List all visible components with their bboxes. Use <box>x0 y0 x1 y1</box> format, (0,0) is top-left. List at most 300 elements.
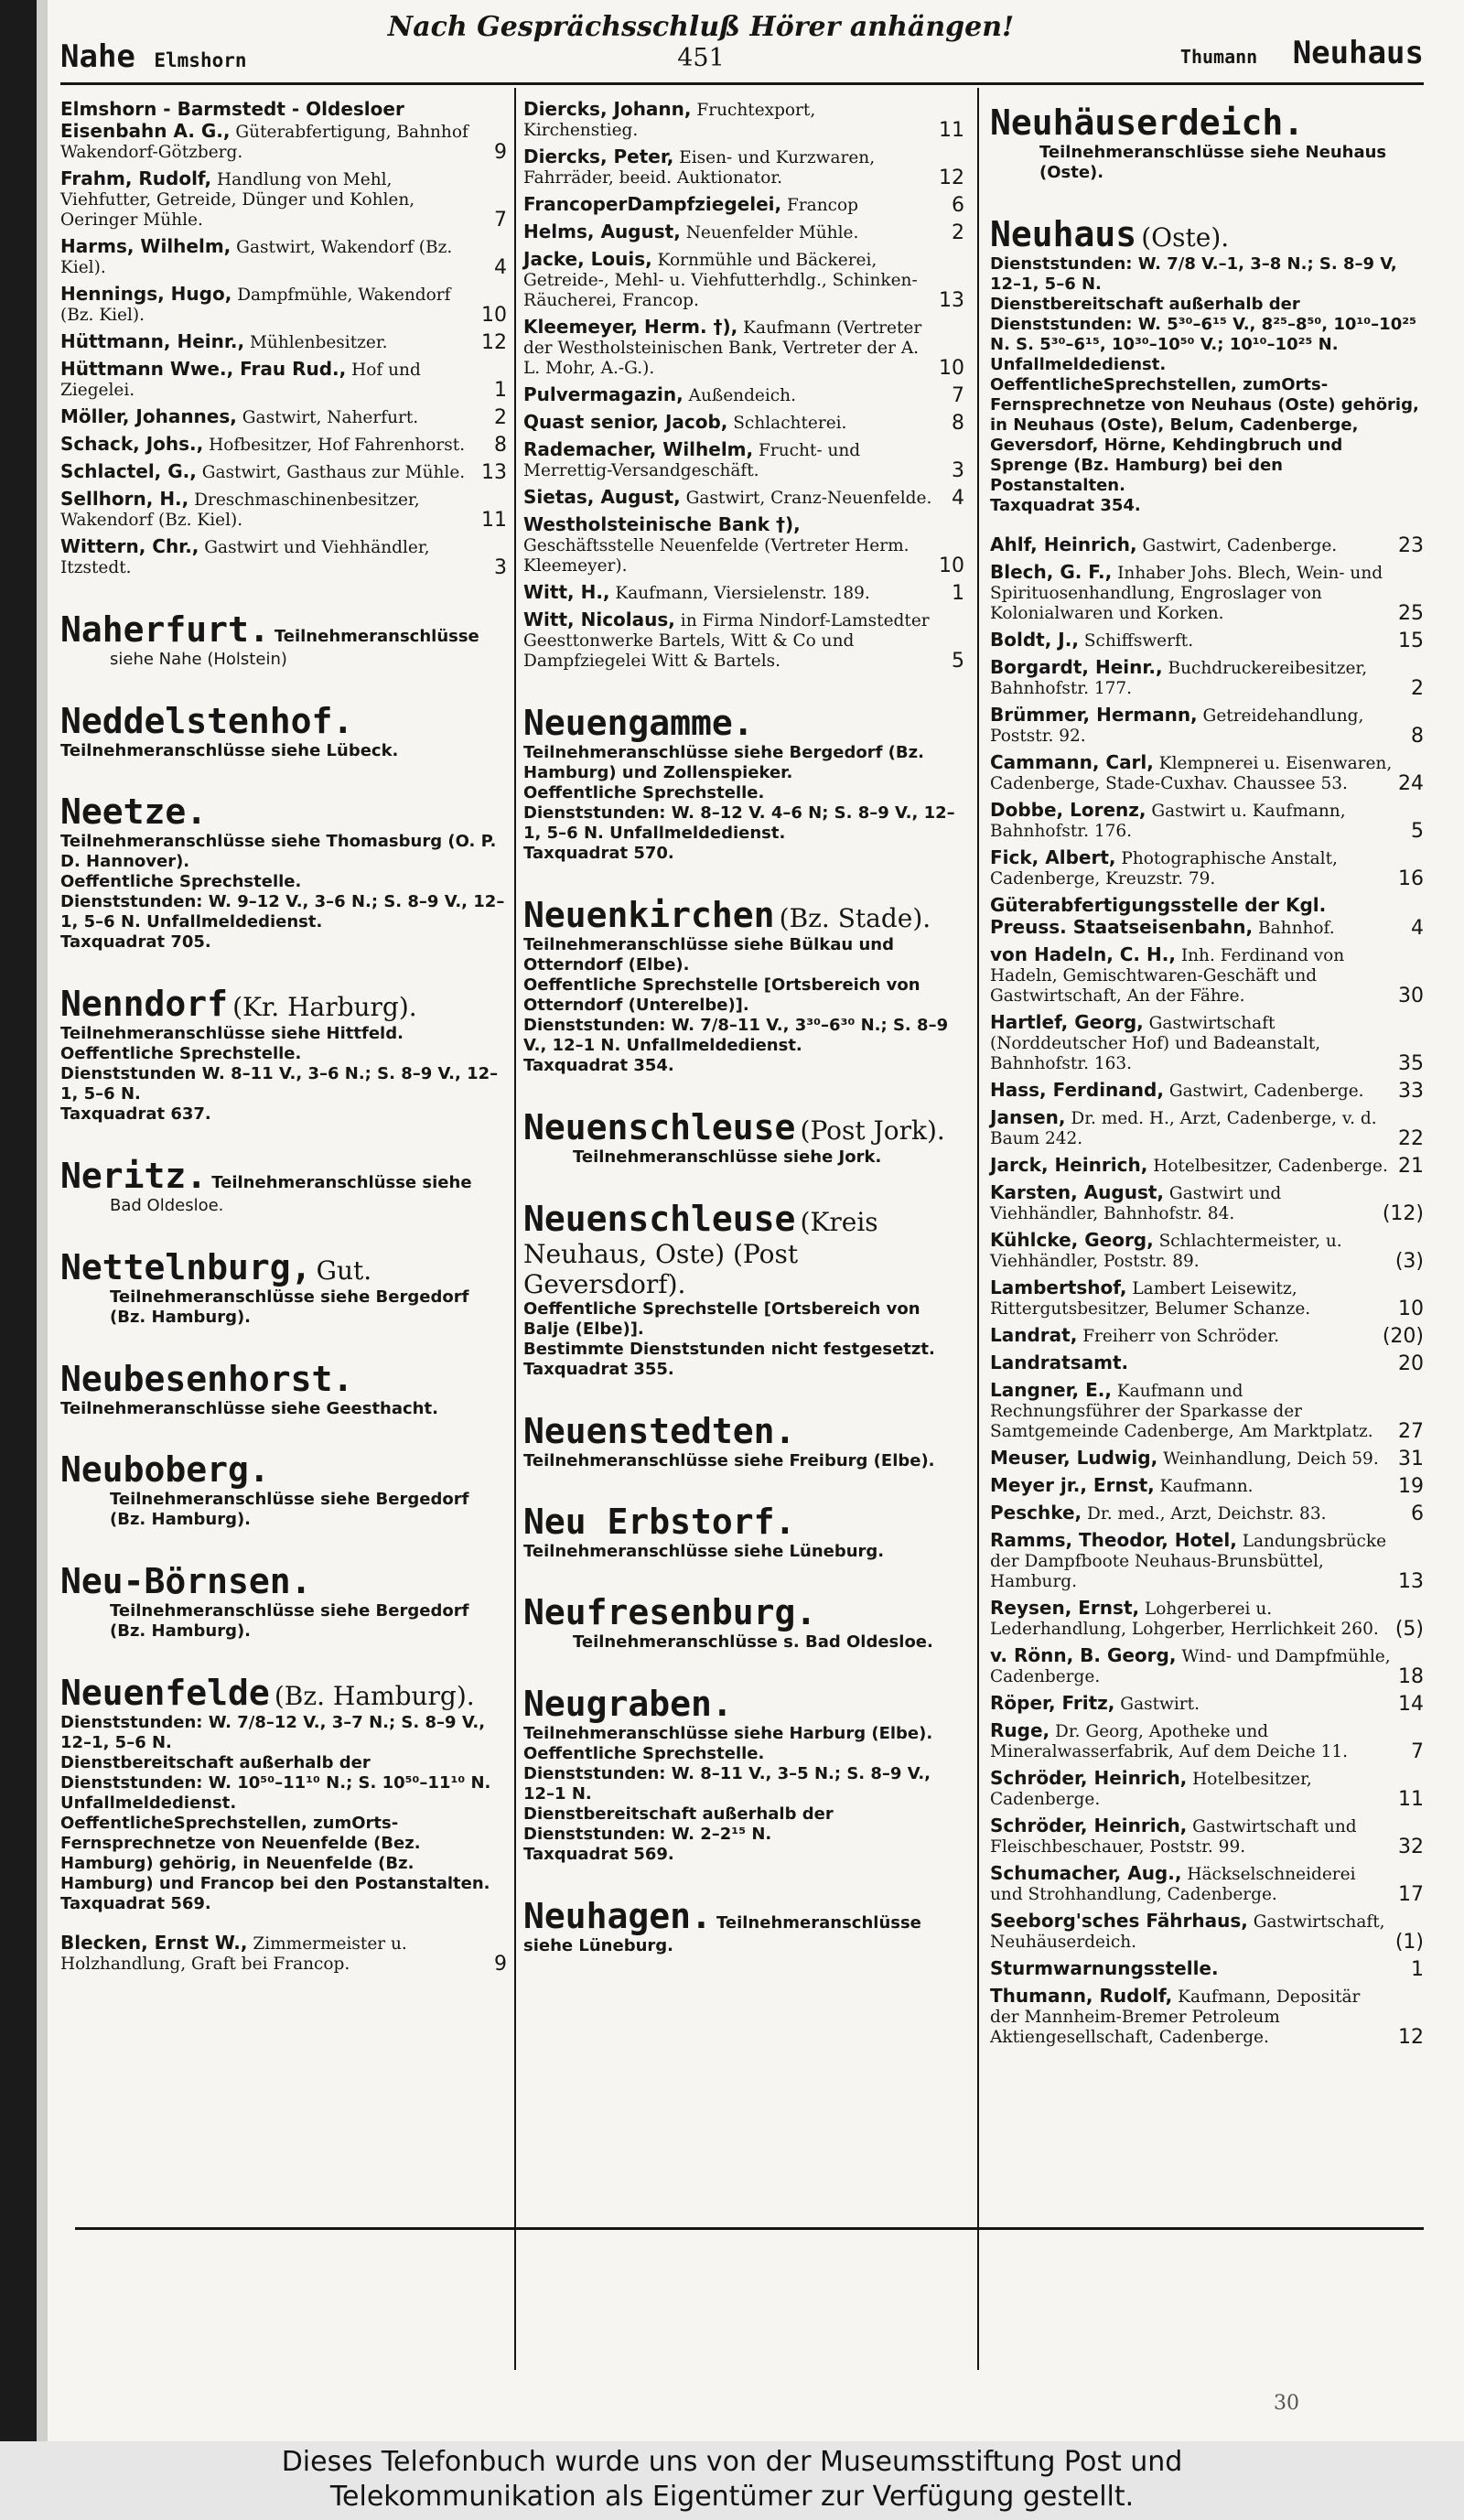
place-section <box>523 895 964 1076</box>
column-2-entries <box>523 99 964 672</box>
listing-entry <box>990 1012 1424 1074</box>
listing-entry <box>990 1080 1424 1102</box>
listing-name: Quast senior, Jacob, <box>523 411 728 433</box>
listing-phone-number: 8 <box>494 434 507 457</box>
listing-name: Hüttmann, Heinr., <box>60 330 245 352</box>
place-name: Neu-Börnsen. <box>60 1561 312 1601</box>
listing-details: Gastwirtschaft und Fleischbeschauer, Poststr. 99. <box>990 1817 1357 1857</box>
listing-phone-number: (3) <box>1394 1250 1424 1273</box>
place-section <box>60 792 507 953</box>
place-section <box>523 1411 964 1470</box>
listing-entry <box>60 331 507 353</box>
listing-details: Gastwirt und Viehhändler, Itzstedt. <box>60 538 430 577</box>
listing-details: Buchdruckereibesitzer, Bahnhofstr. 177. <box>990 659 1368 698</box>
listing-entry <box>990 534 1424 556</box>
section-line: Taxquadrat 705. <box>60 932 211 952</box>
listing-phone-number: (1) <box>1394 1931 1424 1954</box>
place-heading <box>60 984 507 1024</box>
listing-name: Reysen, Ernst, <box>990 1597 1140 1619</box>
section-line: Taxquadrat 637. <box>60 1104 211 1124</box>
listing-details: Kaufmann. <box>1159 1477 1254 1496</box>
listing-name: Thumann, Rudolf, <box>990 1985 1173 2007</box>
listing-entry <box>990 1768 1424 1810</box>
listing-entry <box>990 800 1424 842</box>
listing-details: Gastwirt, Cadenberge. <box>1168 1082 1364 1101</box>
listing-details: Inh. Ferdinand von Hadeln, Gemischtwaren-Geschäft und Gastwirtschaft, An der Fähre. <box>990 946 1345 1006</box>
listing-phone-number: 21 <box>1398 1155 1424 1178</box>
listing-name: Sietas, August, <box>523 486 681 508</box>
column-3 <box>990 99 1424 2053</box>
listing-details: Lambert Leisewitz, Rittergutsbesitzer, Belumer Schanze. <box>990 1279 1311 1319</box>
place-heading <box>523 1684 964 1724</box>
listing-phone-number: 4 <box>1411 917 1424 940</box>
place-heading <box>523 1502 964 1561</box>
place-heading <box>60 1673 507 1713</box>
listing-name: Karsten, August, <box>990 1181 1165 1203</box>
listing-phone-number: 12 <box>481 331 507 354</box>
listing-entry <box>523 249 964 311</box>
listing-phone-number: 20 <box>1398 1352 1424 1375</box>
listing-phone-number: 4 <box>494 256 507 279</box>
listing-phone-number: 25 <box>1398 602 1424 625</box>
place-name: Neuenstedten. <box>523 1411 796 1451</box>
listing-entry <box>60 434 507 456</box>
listing-phone-number: (12) <box>1382 1202 1424 1225</box>
place-heading <box>523 703 964 743</box>
listing-entry <box>990 1911 1424 1953</box>
listing-phone-number: 30 <box>1398 985 1424 1007</box>
listing-phone-number: 27 <box>1398 1420 1424 1443</box>
listing-details: Hotelbesitzer, Cadenberge. <box>1153 1157 1388 1176</box>
listing-entry <box>990 1502 1424 1524</box>
place-name: Neuboberg. <box>60 1449 270 1490</box>
place-reference: Teilnehmeranschlüsse <box>274 627 479 646</box>
place-section <box>523 1107 964 1168</box>
place-heading <box>990 102 1424 143</box>
listing-details: Hotelbesitzer, Cadenberge. <box>990 1770 1312 1809</box>
header-left-main: Nahe <box>60 38 135 75</box>
listing-entry <box>990 1107 1424 1149</box>
listing-name: Ahlf, Heinrich, <box>990 533 1137 555</box>
section-line: Dienststunden: W. 7/8–12 V., 3–7 N.; S. 8–9 V., 12–1, 5–6 N. <box>60 1713 486 1752</box>
header-rule <box>60 82 1424 85</box>
section-line: Bestimmte Dienststunden nicht festgesetzt. <box>523 1340 935 1359</box>
footer-notice <box>0 2445 1464 2515</box>
section-line: Oeffentliche Sprechstelle [Ortsbereich von Otterndorf (Unterelbe)]. <box>523 975 920 1015</box>
listing-details: Außendeich. <box>688 386 796 405</box>
place-name: Neuhaus <box>990 214 1137 254</box>
listing-details: Kaufmann, Viersielenstr. 189. <box>615 584 870 603</box>
listing-entry <box>523 384 964 406</box>
place-heading <box>60 792 507 832</box>
listing-name: Dobbe, Lorenz, <box>990 799 1146 821</box>
place-qualifier: (Kr. Harburg). <box>232 992 417 1022</box>
listing-name: Blecken, Ernst W., <box>60 1932 248 1954</box>
listing-phone-number: 4 <box>952 487 964 510</box>
section-line: Dienststunden: W. 9–12 V., 3–6 N.; S. 8–9 V., 12–1, 5–6 N. Unfallmeldedienst. <box>60 892 505 932</box>
place-name: Neugraben. <box>523 1684 733 1724</box>
listing-details: Weinhandlung, Deich 59. <box>1163 1449 1379 1469</box>
section-line: Unfallmeldedienst. <box>60 1793 237 1813</box>
listing-name: Sturmwarnungsstelle. <box>990 1957 1219 1979</box>
place-reference: Teilnehmeranschlüsse siehe Freiburg (Elbe). <box>523 1451 935 1470</box>
listing-phone-number: 9 <box>494 141 507 164</box>
listing-details: Gastwirt, Cadenberge. <box>1142 536 1338 555</box>
section-line: Dienstbereitschaft außerhalb der Dienststunden: W. 10⁵⁰–11¹⁰ N.; S. 10⁵⁰–11¹⁰ N. <box>60 1753 491 1793</box>
listing-phone-number: 15 <box>1398 630 1424 652</box>
place-section <box>523 1896 964 1955</box>
listing-phone-number: 33 <box>1398 1080 1424 1103</box>
listing-details: Gastwirt. <box>1120 1695 1200 1714</box>
section-line: Teilnehmeranschlüsse siehe Bergedorf (Bz. Hamburg). <box>110 1601 469 1641</box>
listing-name: Witt, Nicolaus, <box>523 608 675 630</box>
place-name: Nettelnburg, <box>60 1247 312 1287</box>
listing-name: Schröder, Heinrich, <box>990 1767 1188 1789</box>
listing-phone-number: 11 <box>481 509 507 532</box>
listing-name: Witt, H., <box>523 581 610 603</box>
section-line: Oeffentliche Sprechstelle [Ortsbereich von Balje (Elbe)]. <box>523 1299 920 1339</box>
listing-name: Rademacher, Wilhelm, <box>523 438 754 460</box>
listing-name: Hartlef, Georg, <box>990 1011 1144 1033</box>
listing-entry <box>523 514 964 576</box>
listing-entry <box>60 461 507 483</box>
place-reference: Teilnehmeranschlüsse siehe Lüneburg. <box>523 1542 885 1561</box>
listing-entry <box>523 412 964 434</box>
listing-phone-number: 12 <box>939 167 964 189</box>
section-line: Taxquadrat 355. <box>523 1360 674 1379</box>
place-name: Neuengamme. <box>523 703 754 743</box>
listing-phone-number: 14 <box>1398 1693 1424 1716</box>
listing-entry <box>990 1863 1424 1905</box>
place-reference: Teilnehmeranschlüsse siehe <box>211 1173 472 1192</box>
listing-name: Jarck, Heinrich, <box>990 1154 1148 1176</box>
listing-details: Francop <box>786 196 858 215</box>
place-name: Neuenschleuse <box>523 1107 796 1147</box>
listing-details: Gastwirt, Cranz-Neuenfelde. <box>685 489 932 508</box>
column-divider-1 <box>514 88 516 2370</box>
listing-name: Diercks, Peter, <box>523 145 674 167</box>
listing-name: Blech, G. F., <box>990 561 1113 583</box>
section-line: Teilnehmeranschlüsse siehe Thomasburg (O. P. D. Hannover). <box>60 832 497 871</box>
listing-phone-number: 17 <box>1398 1883 1424 1906</box>
listing-entry <box>990 1530 1424 1592</box>
listing-entry <box>60 489 507 531</box>
place-section <box>60 1561 507 1642</box>
footer-line-1: Dieses Telefonbuch wurde uns von der Museumsstiftung Post und <box>281 2446 1183 2478</box>
listing-entry <box>60 284 507 326</box>
section-line: siehe Nahe (Holstein) <box>110 650 287 669</box>
listing-entry <box>990 1693 1424 1715</box>
place-section <box>523 1592 964 1653</box>
place-reference: Teilnehmeranschlüsse siehe Geesthacht. <box>60 1399 438 1418</box>
listing-entry <box>60 236 507 278</box>
listing-details: Frucht- und Merrettig-Versandgeschäft. <box>523 441 861 480</box>
place-heading <box>60 1156 507 1196</box>
listing-details: Wind- und Dampfmühle, Cadenberge. <box>990 1647 1391 1686</box>
listing-entry <box>990 1645 1424 1687</box>
section-line: Taxquadrat 354. <box>523 1056 674 1075</box>
section-line: Teilnehmeranschlüsse siehe Bergedorf (Bz. Hamburg) und Zollenspieker. <box>523 743 924 782</box>
section-line: Dienstbereitschaft außerhalb der Dienststunden: W. 5³⁰–6¹⁵ V., 8²⁵–8⁵⁰, 10¹⁰–10²⁵ N. S. 5³⁰–6¹⁵, 10³⁰–10⁵⁰ V.; 10¹⁰–10²⁵ N. <box>990 295 1416 354</box>
listing-name: Hüttmann Wwe., Frau Rud., <box>60 358 347 380</box>
listing-entry <box>990 752 1424 794</box>
listing-phone-number: 3 <box>952 459 964 482</box>
listing-entry <box>990 1815 1424 1858</box>
listing-name: Jansen, <box>990 1106 1066 1128</box>
page-gutter <box>37 0 48 2441</box>
listing-entry <box>990 1155 1424 1177</box>
listing-phone-number: 1 <box>494 379 507 402</box>
place-section <box>60 1449 507 1530</box>
place-heading <box>60 1449 507 1490</box>
listing-details: Dr. med. H., Arzt, Cadenberge, v. d. Baum 242. <box>990 1109 1377 1148</box>
section-line: Teilnehmeranschlüsse siehe Bülkau und Otterndorf (Elbe). <box>523 935 894 975</box>
listing-details: Kaufmann und Rechnungsführer der Sparkasse der Samtgemeinde Cadenberge, Am Marktplatz. <box>990 1382 1373 1441</box>
listing-phone-number: 6 <box>1411 1502 1424 1525</box>
section-line: Teilnehmeranschlüsse siehe Bergedorf (Bz. Hamburg). <box>110 1490 469 1529</box>
place-name: Nenndorf <box>60 984 229 1024</box>
listing-phone-number: 13 <box>939 289 964 312</box>
listing-phone-number: 13 <box>481 461 507 484</box>
listing-phone-number: 6 <box>952 194 964 217</box>
listing-entry <box>60 406 507 428</box>
listing-name: Sellhorn, H., <box>60 488 189 510</box>
page-corner-mark: 30 <box>1274 2392 1299 2415</box>
place-qualifier: (Bz. Hamburg). <box>274 1681 475 1711</box>
place-section <box>60 609 507 670</box>
listing-entry <box>990 1230 1424 1272</box>
listing-name: Schack, Johs., <box>60 433 204 455</box>
listing-entry <box>990 1475 1424 1497</box>
place-heading <box>523 895 964 935</box>
place-section <box>523 1199 964 1380</box>
listing-details: Landungsbrücke der Dampfboote Neuhaus-Brunsbüttel, Hamburg. <box>990 1532 1387 1591</box>
place-heading <box>60 701 507 760</box>
listing-phone-number: 7 <box>952 384 964 407</box>
listing-details: Mühlenbesitzer. <box>249 333 388 352</box>
header-right-main: Neuhaus <box>1292 35 1424 71</box>
place-section <box>60 1247 507 1328</box>
listing-entry <box>523 487 964 509</box>
listing-details: Dr. Georg, Apotheke und Mineralwasserfabrik, Auf dem Deiche 11. <box>990 1722 1349 1761</box>
listing-entry <box>990 1325 1424 1347</box>
listing-entry <box>990 1598 1424 1640</box>
header-right <box>1180 35 1424 71</box>
listing-name: Röper, Fritz, <box>990 1692 1115 1714</box>
listing-name: Peschke, <box>990 1502 1082 1524</box>
listing-details: Gastwirt, Naherfurt. <box>242 408 419 427</box>
section-line: Teilnehmeranschlüsse siehe Neuhaus (Oste). <box>1039 143 1387 182</box>
place-heading <box>523 1199 964 1299</box>
listing-name: Schröder, Heinrich, <box>990 1815 1188 1836</box>
listing-name: Helms, August, <box>523 221 681 242</box>
listing-phone-number: 18 <box>1398 1665 1424 1688</box>
listing-name: v. Rönn, B. Georg, <box>990 1644 1177 1666</box>
listing-phone-number: 2 <box>494 406 507 429</box>
listing-phone-number: 35 <box>1398 1052 1424 1075</box>
header-left <box>60 38 247 75</box>
listing-phone-number: 23 <box>1398 534 1424 557</box>
listing-phone-number: 12 <box>1398 2026 1424 2049</box>
listing-entry <box>990 1277 1424 1319</box>
listing-name: Seeborg'sches Fährhaus, <box>990 1910 1248 1932</box>
listing-phone-number: 1 <box>1411 1958 1424 1981</box>
listing-name: Brümmer, Hermann, <box>990 704 1198 726</box>
place-section <box>523 1502 964 1561</box>
place-section <box>60 1359 507 1418</box>
listing-phone-number: 5 <box>952 650 964 673</box>
place-heading <box>523 1896 964 1955</box>
section-line: Teilnehmeranschlüsse siehe Bergedorf (Bz. Hamburg). <box>110 1287 469 1327</box>
listing-name: Landrat, <box>990 1324 1078 1346</box>
listing-name: Schumacher, Aug., <box>990 1862 1182 1884</box>
listing-phone-number: 10 <box>939 555 964 577</box>
listing-phone-number: 8 <box>952 412 964 435</box>
listing-details: Neuenfelder Mühle. <box>685 223 859 242</box>
listing-name: von Hadeln, C. H., <box>990 943 1176 965</box>
place-section <box>523 1684 964 1865</box>
listing-name: FrancoperDampfziegelei, <box>523 193 782 215</box>
place-name: Neubesenhorst. <box>60 1359 354 1399</box>
listing-name: Lambertshof, <box>990 1276 1127 1298</box>
listing-details: Dr. med., Arzt, Deichstr. 83. <box>1087 1504 1327 1524</box>
listing-details: Dampfmühle, Wakendorf (Bz. Kiel). <box>60 285 451 325</box>
section-line: Dienststunden: W. 7/8 V.–1, 3–8 N.; S. 8–9 V, 12–1, 5–6 N. <box>990 254 1397 294</box>
listing-details: Freiherr von Schröder. <box>1082 1327 1279 1346</box>
listing-details: Gastwirtschaft, Neuhäuserdeich. <box>990 1912 1385 1952</box>
listing-phone-number: 2 <box>952 221 964 244</box>
listing-entry <box>523 582 964 604</box>
column-1-tail-entries <box>60 1933 507 1975</box>
place-name: Neuhäuserdeich. <box>990 102 1305 143</box>
listing-name: Cammann, Carl, <box>990 751 1154 773</box>
section-line: Oeffentliche Sprechstelle. <box>523 1744 765 1763</box>
column-2 <box>523 99 964 1974</box>
listing-name: Meyer jr., Ernst, <box>990 1474 1155 1496</box>
listing-phone-number: 19 <box>1398 1475 1424 1498</box>
listing-details: Dreschmaschinenbesitzer, Wakendorf (Bz. Kiel). <box>60 490 420 530</box>
listing-phone-number: 22 <box>1398 1127 1424 1150</box>
listing-entry <box>523 609 964 672</box>
place-section <box>990 102 1424 183</box>
place-name: Neu Erbstorf. <box>523 1502 796 1542</box>
listing-details: Gastwirt u. Kaufmann, Bahnhofstr. 176. <box>990 802 1346 841</box>
listing-phone-number: 16 <box>1398 867 1424 890</box>
listing-details: in Firma Nindorf-Lamstedter Geesttonwerke Bartels, Witt & Co und Dampfziegelei Witt & Bartels. <box>523 611 930 671</box>
place-name: Neritz. <box>60 1156 208 1196</box>
section-line: Dienststunden: W. 8–12 V. 4–6 N; S. 8–9 V., 12–1, 5–6 N. Unfallmeldedienst. <box>523 803 955 843</box>
listing-phone-number: 10 <box>939 357 964 380</box>
listing-phone-number: 24 <box>1398 772 1424 795</box>
listing-details: Photographische Anstalt, Cadenberge, Kreuzstr. 79. <box>990 849 1338 888</box>
listing-name: Borgardt, Heinr., <box>990 656 1163 678</box>
listing-entry <box>990 562 1424 624</box>
listing-phone-number: 32 <box>1398 1836 1424 1858</box>
listing-name: Wittern, Chr., <box>60 535 199 557</box>
header-left-sub: Elmshorn <box>154 49 247 71</box>
listing-name: Schlactel, G., <box>60 460 197 482</box>
listing-details: Zimmermeister u. Holzhandlung, Graft bei Francop. <box>60 1934 407 1974</box>
place-name: Neuhagen. <box>523 1896 712 1936</box>
listing-entry <box>990 944 1424 1007</box>
listing-entry <box>990 705 1424 747</box>
listing-details: Fruchtexport, Kirchenstieg. <box>523 101 816 140</box>
listing-details: Handlung von Mehl, Viehfutter, Getreide, Dünger und Kohlen, Oeringer Mühle. <box>60 170 415 230</box>
listing-entry <box>990 1380 1424 1442</box>
listing-entry <box>60 1933 507 1975</box>
place-qualifier: (Bz. Stade). <box>779 903 931 933</box>
place-heading <box>523 1411 964 1470</box>
column-1 <box>60 99 507 1980</box>
listing-name: Harms, Wilhelm, <box>60 235 231 257</box>
listing-name: Meuser, Ludwig, <box>990 1447 1158 1469</box>
listing-entry <box>523 317 964 379</box>
listing-name: Westholsteinische Bank †), <box>523 513 801 535</box>
section-line: Bad Oldesloe. <box>110 1196 224 1215</box>
listing-details: Schlachterei. <box>733 414 847 433</box>
listing-phone-number: (5) <box>1394 1618 1424 1641</box>
listing-entry <box>60 359 507 401</box>
section-line: Teilnehmeranschlüsse siehe Jork. <box>573 1147 882 1167</box>
listing-phone-number: 31 <box>1398 1448 1424 1470</box>
listing-details: Schiffswerft. <box>1083 631 1194 651</box>
place-heading <box>990 214 1424 254</box>
listing-entry <box>523 146 964 188</box>
listing-details: Klempnerei u. Eisenwaren, Cadenberge, Stade-Cuxhav. Chaussee 53. <box>990 754 1393 793</box>
listing-entry <box>990 1958 1424 1980</box>
listing-details: Hofbesitzer, Hof Fahrenhorst. <box>209 436 466 455</box>
place-name: Neufresenburg. <box>523 1592 817 1632</box>
listing-entry <box>60 99 507 163</box>
listing-details: Gastwirtschaft (Norddeutscher Hof) und Badeanstalt, Bahnhofstr. 163. <box>990 1014 1321 1073</box>
section-line: Oeffentliche Sprechstelle. <box>60 1044 302 1063</box>
listing-details: Inhaber Johs. Blech, Wein- und Spirituosenhandlung, Engroslager von Kolonialwaren und Korken. <box>990 564 1383 623</box>
section-line: Oeffentliche Sprechstelle. <box>523 783 765 802</box>
listing-entry <box>523 221 964 243</box>
listing-name: Pulvermagazin, <box>523 383 684 405</box>
listing-entry <box>60 168 507 231</box>
listing-phone-number: 1 <box>952 582 964 605</box>
listing-entry <box>990 1352 1424 1374</box>
place-qualifier: Gut. <box>316 1255 372 1286</box>
section-line: Taxquadrat 570. <box>523 844 674 863</box>
listing-phone-number: 3 <box>494 556 507 579</box>
column-3-sections <box>990 102 1424 516</box>
place-section <box>60 701 507 760</box>
listing-phone-number: 11 <box>1398 1788 1424 1811</box>
place-name: Naherfurt. <box>60 609 270 650</box>
listing-phone-number: 7 <box>494 209 507 232</box>
section-line: Taxquadrat 354. <box>990 496 1141 515</box>
column-1-entries <box>60 99 507 578</box>
section-line: Taxquadrat 569. <box>523 1845 674 1864</box>
listing-name: Diercks, Johann, <box>523 98 692 120</box>
column-divider-2 <box>977 88 979 2370</box>
listing-entry <box>990 1720 1424 1762</box>
listing-phone-number: 9 <box>494 1953 507 1976</box>
listing-phone-number: 13 <box>1398 1570 1424 1593</box>
listing-phone-number: (20) <box>1382 1325 1424 1348</box>
listing-details: Eisen- und Kurzwaren, Fahrräder, beeid. Auktionator. <box>523 148 876 188</box>
book-binding <box>0 0 37 2441</box>
place-reference: Teilnehmeranschlüsse siehe Lübeck. <box>60 741 399 760</box>
listing-details: Gastwirt, Gasthaus zur Mühle. <box>201 463 466 482</box>
section-line: OeffentlicheSprechstellen, zumOrts-Fernsprechnetze von Neuenfelde (Bez. Hamburg) gehörig, in Neuenfelde (Bz. Hamburg) und Francop bei den Postanstalten. <box>60 1814 490 1893</box>
listing-name: Kleemeyer, Herm. †), <box>523 316 738 338</box>
listing-entry <box>523 439 964 481</box>
section-line: Teilnehmeranschlüsse siehe Harburg (Elbe). <box>523 1724 933 1743</box>
place-heading <box>60 1247 507 1287</box>
